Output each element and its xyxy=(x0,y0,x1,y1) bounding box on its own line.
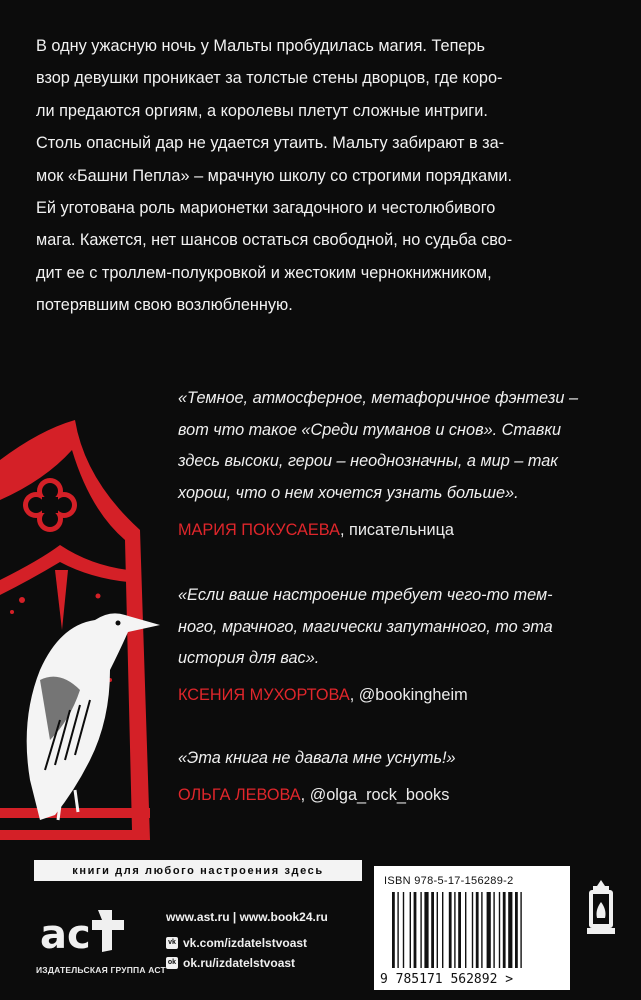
barcode-digits: 9 785171 562892 > xyxy=(380,972,514,987)
barcode-bar xyxy=(397,892,398,968)
barcode-bar xyxy=(481,892,482,968)
vk-link[interactable] xyxy=(166,936,307,950)
barcode-bar xyxy=(454,892,455,968)
quote-line: история для вас». xyxy=(178,649,320,667)
barcode-bar xyxy=(437,892,438,968)
quote-line: здесь высоки, герои – неоднозначны, а мир – так xyxy=(178,452,558,470)
quote-line: хорош, что о нем хочется узнать больше». xyxy=(178,483,519,502)
barcode-bar xyxy=(449,892,452,968)
ok-url: ok.ru/izdatelstvoast xyxy=(183,956,296,970)
lantern-icon xyxy=(583,880,619,938)
quote-author xyxy=(178,686,468,705)
isbn-label: ISBN 978-5-17-156289-2 xyxy=(384,875,514,887)
barcode-bar xyxy=(472,892,473,968)
gothic-window-icon xyxy=(0,420,180,850)
blurb-line: В одну ужасную ночь у Мальты пробудилась магия. Теперь xyxy=(36,37,485,55)
author-name: МАРИЯ ПОКУСАЕВА xyxy=(178,521,340,539)
barcode-bar xyxy=(410,892,411,968)
quote-line: «Если ваше настроение требует чего-то тем- xyxy=(178,586,553,604)
blurb-line: дит ее с троллем-полукровкой и жестоким чернокнижником, xyxy=(36,263,492,282)
isbn-barcode-box xyxy=(374,866,570,990)
review-quote xyxy=(178,383,598,509)
barcode xyxy=(374,866,570,990)
barcode-bar xyxy=(420,892,421,968)
barcode-bar xyxy=(465,892,466,968)
blurb-line: Столь опасный дар не удается утаить. Мальту забирают в за- xyxy=(36,134,505,153)
barcode-bar xyxy=(499,892,500,968)
author-name: КСЕНИЯ МУХОРТОВА xyxy=(178,686,350,704)
vk-url: vk.com/izdatelstvoast xyxy=(183,936,308,950)
tagline-bar: книги для любого настроения здесь xyxy=(34,860,362,881)
barcode-bar xyxy=(403,892,404,968)
publisher-sites[interactable]: www.ast.ru | www.book24.ru xyxy=(166,910,328,924)
barcode-bar xyxy=(392,892,395,968)
author-name: ОЛЬГА ЛЕВОВА xyxy=(178,786,301,804)
logo-text: ac xyxy=(40,912,91,958)
blurb-line: Ей уготована роль марионетки загадочного и честолюбивого xyxy=(36,199,496,218)
blurb-line: потерявшим свою возлюбленную. xyxy=(36,296,293,315)
vk-icon: vk xyxy=(166,937,178,949)
ast-logo xyxy=(40,900,130,960)
barcode-bar xyxy=(493,892,494,968)
barcode-bar xyxy=(520,892,521,968)
barcode-bar xyxy=(424,892,428,968)
blurb-line: мага. Кажется, нет шансов остаться свободной, но судьба сво- xyxy=(36,231,513,250)
author-role: , @bookingheim xyxy=(349,686,468,704)
publisher-name: ИЗДАТЕЛЬСКАЯ ГРУППА АСТ xyxy=(36,965,166,975)
barcode-bar xyxy=(442,892,443,968)
review-quote xyxy=(178,580,598,675)
review-quote xyxy=(178,743,598,775)
author-role: , @olga_rock_books xyxy=(300,786,450,804)
ok-link[interactable] xyxy=(166,956,295,970)
barcode-bar xyxy=(503,892,506,968)
blurb-text xyxy=(36,30,596,322)
quote-author xyxy=(178,786,449,805)
quote-line: вот что такое «Среди туманов и снов». Ставки xyxy=(178,420,562,439)
quote-author xyxy=(178,521,454,540)
quote-line: ного, мрачного, магически запутанного, то эта xyxy=(178,617,553,636)
quote-line: «Темное, атмосферное, метафоричное фэнтези – xyxy=(178,389,579,407)
blurb-line: ли предаются оргиям, а королевы плетут сложные интриги. xyxy=(36,101,488,120)
blurb-line: взор девушки проникает за толстые стены дворцов, где коро- xyxy=(36,69,503,88)
ok-icon: ok xyxy=(166,957,178,969)
blurb-line: мок «Башни Пепла» – мрачную школу со строгими порядками. xyxy=(36,166,513,185)
barcode-bar xyxy=(476,892,479,968)
barcode-bar xyxy=(508,892,512,968)
barcode-bar xyxy=(458,892,461,968)
barcode-bar xyxy=(487,892,491,968)
author-role: , писательница xyxy=(339,521,454,539)
barcode-bar xyxy=(515,892,518,968)
quote-line: «Эта книга не давала мне уснуть!» xyxy=(178,749,456,767)
barcode-bar xyxy=(431,892,434,968)
barcode-bar xyxy=(414,892,417,968)
